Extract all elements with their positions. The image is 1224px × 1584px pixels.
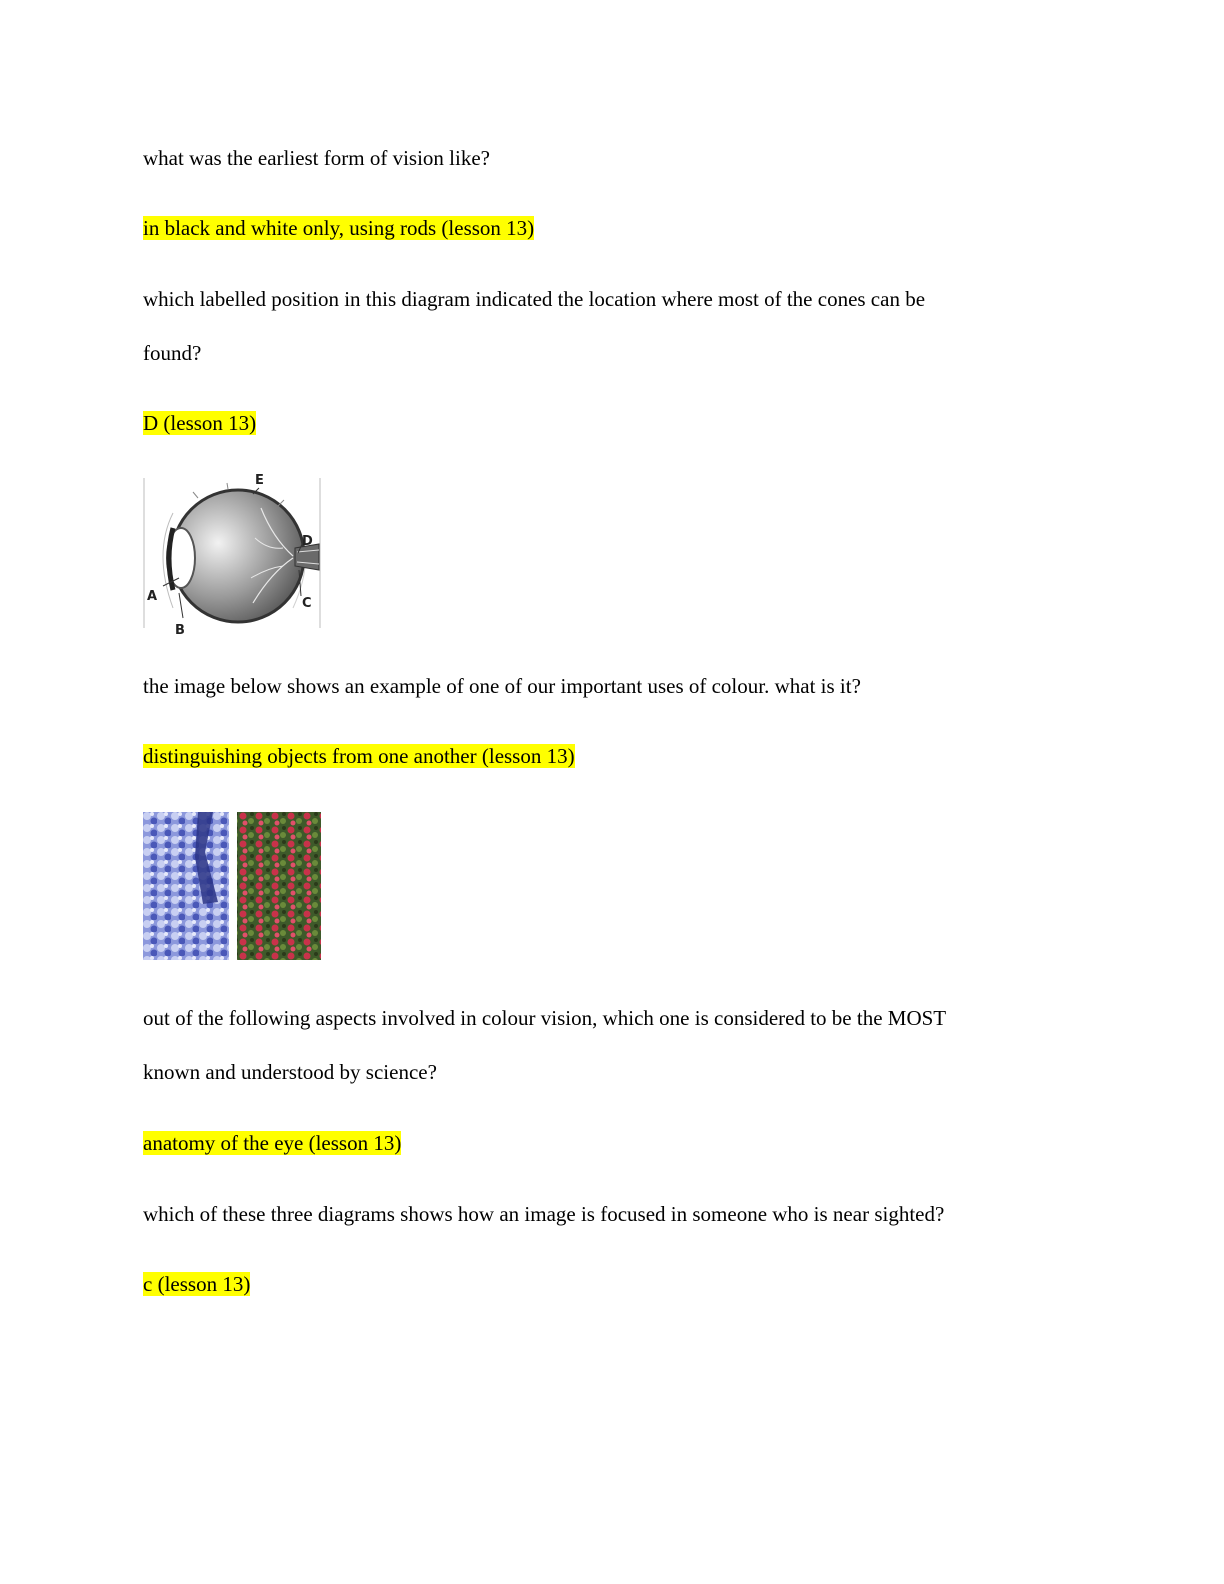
colour-photo — [237, 812, 321, 960]
question-1-text: what was the earliest form of vision like? — [143, 146, 490, 170]
question-2-text-line-2: found? — [143, 341, 202, 365]
blue-tinted-photo — [143, 812, 229, 960]
eye-label-e: E — [255, 473, 264, 488]
eye-label-b: B — [175, 623, 185, 638]
question-5-text: which of these three diagrams shows how an image is focused in someone who is near sighted? — [143, 1202, 945, 1226]
answer-2-line — [143, 410, 256, 436]
question-2-text-line-1: which labelled position in this diagram indicated the location where most of the cones can be — [143, 287, 926, 311]
answer-1-highlight: in black and white only, using rods (lesson 13) — [143, 216, 535, 240]
eye-label-c: C — [302, 596, 312, 611]
question-4-text-line-2: known and understood by science? — [143, 1060, 437, 1084]
flower-bush-photos — [143, 812, 321, 960]
answer-5-line — [143, 1271, 250, 1297]
answer-3-line — [143, 743, 575, 769]
answer-4-highlight: anatomy of the eye (lesson 13) — [143, 1131, 402, 1155]
flower-bush-photos-icon — [143, 812, 321, 960]
eye-label-a: A — [147, 589, 158, 604]
answer-5-highlight: c (lesson 13) — [143, 1272, 251, 1296]
eye-label-d: D — [302, 534, 313, 549]
question-4-text-line-1: out of the following aspects involved in colour vision, which one is considered to be the MOST — [143, 1006, 947, 1030]
answer-1-line — [143, 215, 534, 241]
question-3-text: the image below shows an example of one of our important uses of colour. what is it? — [143, 674, 861, 698]
answer-2-highlight: D (lesson 13) — [143, 411, 257, 435]
eye-diagram-icon — [143, 473, 321, 638]
eye-anatomy-diagram — [143, 473, 321, 638]
answer-4-line — [143, 1130, 401, 1156]
answer-3-highlight: distinguishing objects from one another (lesson 13) — [143, 744, 575, 768]
